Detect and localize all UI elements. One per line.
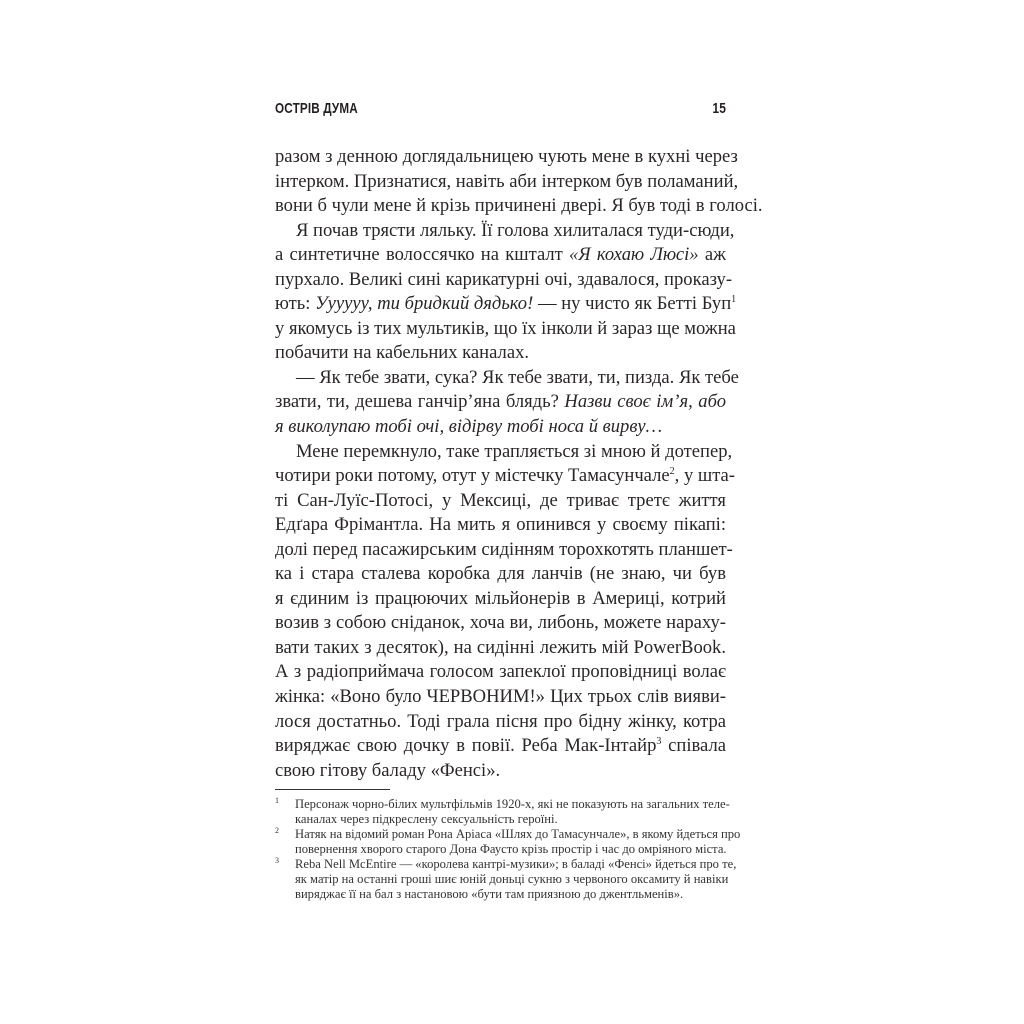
text-span: а синтетичне волоссячко на кшталт: [275, 244, 570, 266]
text-span: ка і стара сталева коробка для ланчів (не знаю, чи був: [275, 563, 726, 585]
text-line: [275, 170, 739, 195]
text-span: аж: [698, 244, 726, 266]
text-span: побачити на кабельних каналах.: [275, 342, 530, 364]
text-line: [275, 243, 726, 268]
text-line: [275, 390, 726, 415]
page-number: 15: [712, 100, 726, 117]
text-span: — ну чисто як Бетті Буп: [533, 293, 732, 315]
footnote: [275, 826, 741, 857]
text-span: звати, ти, дешева ганчір’яна блядь?: [275, 391, 565, 413]
text-line: [275, 562, 726, 587]
text-line: [275, 219, 735, 244]
body-text: [275, 145, 763, 783]
text-line: [275, 710, 726, 735]
text-span: «Я кохаю Люсі»: [569, 244, 699, 266]
footnote-line: повернення хворого старого Дона Фаусто крізь простір і час до омріяного міста.: [295, 842, 727, 856]
text-line: [275, 194, 763, 219]
text-span: Мене перемкнуло, таке трапляється зі мною й дотепер,: [296, 440, 733, 462]
text-line: [275, 292, 737, 317]
text-line: [275, 145, 738, 170]
text-span: виряджає свою дочку в повії. Реба Мак-Інтайр: [275, 735, 657, 757]
text-span: возив з собою сніданок, хоча ви, либонь, можете нараху-: [275, 612, 726, 634]
text-line: [275, 415, 726, 440]
footnote-number: 1: [275, 796, 279, 805]
text-line: [275, 268, 733, 293]
text-line: [275, 513, 726, 538]
paragraph: [275, 366, 739, 440]
text-span: долі перед пасажирським сидінням торохкотять планшет-: [275, 538, 733, 560]
text-span: лося достатньо. Тоді грала пісня про бідну жінку, котра: [275, 710, 726, 732]
text-line: [275, 538, 733, 563]
text-span: Едґара Фрімантла. На мить я опинився у своєму пікапі:: [275, 514, 726, 536]
text-line: [275, 759, 726, 784]
footnote-line: Reba Nell McEntire — «королева кантрі-музики»; в баладі «Фенсі» йдеться про те,: [295, 857, 737, 871]
text-line: [275, 341, 726, 366]
text-span: А з радіоприймача голосом запеклої проповідниці волає: [275, 661, 726, 683]
footnote-number: 3: [275, 856, 279, 865]
text-span: я виколупаю тобі очі, відірву тобі носа й вирву…: [275, 416, 663, 438]
text-line: [275, 489, 726, 514]
text-span: ють:: [275, 293, 316, 315]
text-span: ті Сан-Луїс-Потосі, у Мексиці, де триває третє життя: [275, 489, 726, 511]
footnote-line: виряджає її на бал з настановою «бути там приязною до джентльменів».: [295, 887, 684, 901]
text-span: я єдиним із працюючих мільйонерів в Америці, котрий: [275, 587, 726, 609]
text-line: [275, 685, 726, 710]
text-span: пурхало. Великі сині карикатурні очі, здавалося, проказу-: [275, 268, 733, 290]
text-line: [275, 366, 739, 391]
running-header-title: ОСТРІВ ДУМА: [275, 100, 358, 117]
footnote-number: 2: [275, 826, 279, 835]
text-line: [275, 464, 735, 489]
text-span: разом з денною доглядальницею чують мене в кухні через: [275, 146, 738, 167]
text-span: вони б чули мене й крізь причинені двері. Я був тоді в голосі.: [275, 195, 763, 217]
text-line: [275, 734, 726, 759]
footnote-ref: 1: [731, 294, 737, 306]
text-span: співала: [661, 735, 726, 757]
footnote: [275, 796, 730, 827]
text-span: жінка: «Воно було ЧЕРВОНИМ!» Цих трьох слів вияви-: [275, 686, 726, 708]
text-span: Я почав трясти ляльку. Її голова хилиталася туди-сюди,: [296, 219, 735, 241]
footnote-ref: 3: [656, 736, 662, 748]
text-span: — Як тебе звати, сука? Як тебе звати, ти, пизда. Як тебе: [296, 366, 739, 388]
text-line: [275, 317, 736, 342]
footnote-line: Персонаж чорно-білих мультфільмів 1920-х, які не показують на загальних теле-: [295, 797, 730, 811]
paragraph: [275, 145, 763, 219]
text-line: [275, 440, 733, 465]
text-line: [275, 636, 726, 661]
footnote-line: Натяк на відомий роман Рона Аріаса «Шлях до Тамасунчале», в якому йдеться про: [295, 827, 741, 841]
paragraph: [275, 440, 735, 784]
text-span: у якомусь із тих мультиків, що їх інколи й зараз ще можна: [275, 317, 736, 339]
text-span: інтерком. Признатися, навіть аби інтерком був поламаний,: [275, 170, 739, 192]
text-span: Назви своє ім’я, або: [564, 391, 726, 413]
text-span: , у шта-: [674, 465, 735, 487]
text-line: [275, 611, 726, 636]
text-span: чотири роки потому, отут у містечку Тамасунчале: [275, 465, 670, 487]
footnote-divider: [275, 789, 390, 790]
footnote: [275, 856, 737, 902]
footnote-ref: 2: [669, 466, 675, 478]
text-span: Уууууу, ти бридкий дядько!: [315, 293, 534, 315]
footnote-line: як матір на останні гроші шиє юній доньці сукню з червоного оксамиту й навіки: [295, 872, 729, 886]
paragraph: [275, 219, 737, 366]
footnote-line: каналах через підкреслену сексуальність героїні.: [295, 812, 558, 826]
text-line: [275, 660, 726, 685]
text-span: свою гітову баладу «Фенсі».: [275, 759, 501, 781]
footnotes: [275, 796, 741, 902]
text-span: вати таких з десяток), на сидінні лежить мій PowerBook.: [275, 636, 726, 658]
text-line: [275, 587, 726, 612]
